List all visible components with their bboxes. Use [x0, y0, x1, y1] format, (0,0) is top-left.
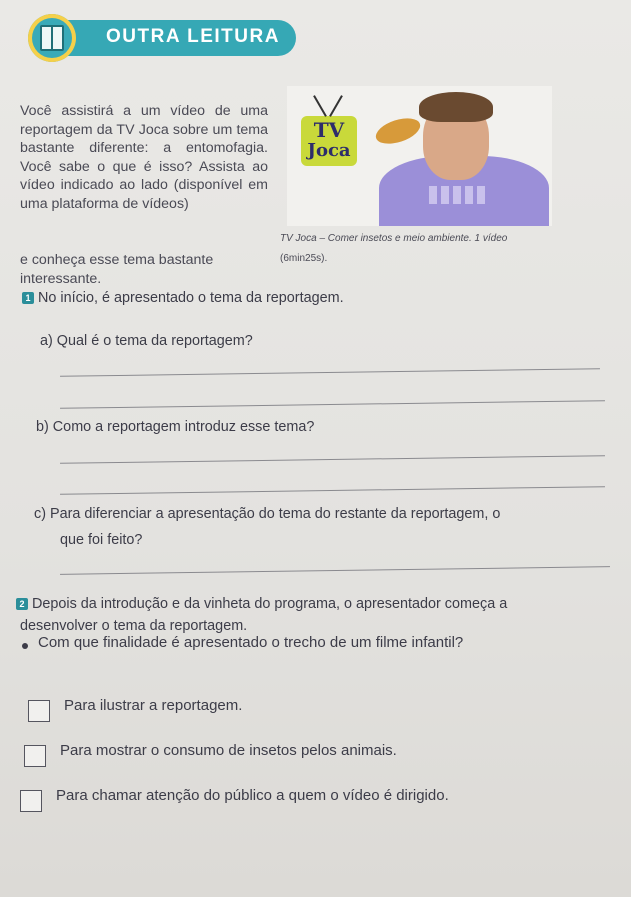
question-1b: b) Como a reportagem introduz esse tema? — [36, 419, 315, 435]
video-caption: TV Joca – Comer insetos e meio ambiente. 1 vídeo — [280, 233, 508, 244]
shirt-pattern — [429, 186, 489, 204]
question-number-1: 1 — [22, 292, 34, 304]
question-number-2: 2 — [16, 598, 28, 610]
question-2-text: Depois da introdução e da vinheta do programa, o apresentador começa a — [32, 596, 508, 612]
question-2-line2: desenvolver o tema da reportagem. — [20, 618, 248, 634]
logo-tv: TV — [313, 118, 345, 142]
question-2-prompt: Com que finalidade é apresentado o trecho de um filme infantil? — [38, 634, 464, 651]
answer-line-1c-1[interactable] — [60, 566, 610, 575]
question-1c-line1: c) Para diferenciar a apresentação do tema do restante da reportagem, o — [34, 506, 501, 522]
answer-line-1a-2[interactable] — [60, 400, 605, 409]
intro-tail — [20, 251, 268, 288]
video-thumbnail[interactable] — [287, 86, 552, 226]
question-2-line1 — [16, 596, 507, 612]
video-duration: (6min25s). — [280, 253, 328, 264]
intro-tail-line2: interessante. — [20, 270, 102, 287]
intro-paragraph: Você assistirá a um vídeo de uma reportagem da TV Joca sobre um tema bastante diferente: a entomofagia. Você sabe o que é isso? Assista ao vídeo indicado ao lado (disponível em uma plataforma de vídeos) — [20, 103, 268, 212]
intro-tail-line1: e conheça esse tema bastante — [20, 252, 214, 268]
option-1-label: Para ilustrar a reportagem. — [64, 697, 243, 714]
option-2-checkbox[interactable] — [24, 745, 46, 767]
answer-line-1a-1[interactable] — [60, 368, 600, 377]
option-3-checkbox[interactable] — [20, 790, 42, 812]
option-1-checkbox[interactable] — [28, 700, 50, 722]
answer-line-1b-1[interactable] — [60, 455, 605, 464]
bullet-point — [22, 643, 28, 649]
section-header — [28, 14, 298, 62]
antenna-right — [329, 95, 343, 117]
logo-joca: Joca — [307, 140, 351, 161]
insect-illustration — [373, 113, 424, 148]
book-icon — [40, 25, 64, 51]
option-2-label: Para mostrar o consumo de insetos pelos animais. — [60, 742, 397, 759]
presenter-hair — [419, 92, 493, 122]
question-1c-line2: que foi feito? — [60, 532, 143, 548]
option-3-label: Para chamar atenção do público a quem o vídeo é dirigido. — [56, 787, 449, 804]
answer-line-1b-2[interactable] — [60, 486, 605, 495]
header-badge — [28, 14, 76, 62]
question-1 — [22, 290, 344, 306]
antenna-left — [313, 95, 327, 117]
question-1a: a) Qual é o tema da reportagem? — [40, 333, 253, 349]
question-1-text: No início, é apresentado o tema da reportagem. — [38, 290, 344, 306]
section-title: OUTRA LEITURA — [106, 26, 280, 47]
tv-joca-logo — [301, 116, 357, 166]
